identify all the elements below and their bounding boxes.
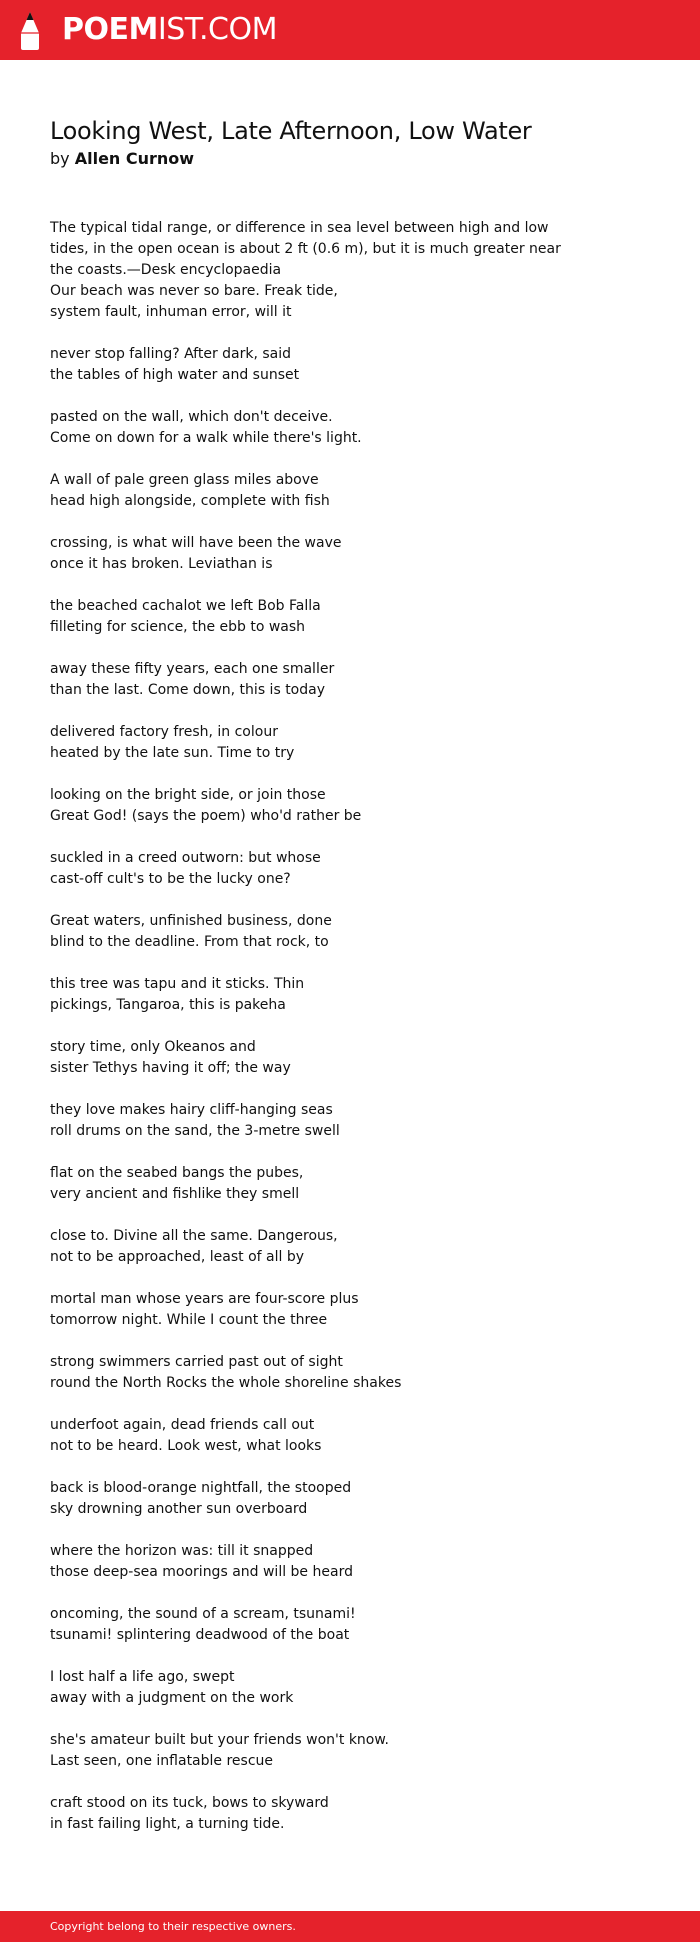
poem-stanza bbox=[50, 722, 650, 764]
poem-stanza bbox=[50, 1100, 650, 1142]
poem-line: delivered factory fresh, in colour bbox=[50, 724, 278, 740]
poem-line: away with a judgment on the work bbox=[50, 1690, 294, 1706]
poem-title: Looking West, Late Afternoon, Low Water bbox=[50, 117, 532, 145]
poem-stanza bbox=[50, 1037, 650, 1079]
poem-line: the coasts.—Desk encyclopaedia bbox=[50, 262, 282, 278]
poem-line: not to be heard. Look west, what looks bbox=[50, 1438, 322, 1454]
poem-heading bbox=[50, 114, 650, 170]
poem-line: Great God! (says the poem) who'd rather be bbox=[50, 808, 362, 824]
poem-line: the beached cachalot we left Bob Falla bbox=[50, 598, 321, 614]
poem-line: where the horizon was: till it snapped bbox=[50, 1543, 314, 1559]
poem-line: suckled in a creed outworn: but whose bbox=[50, 850, 321, 866]
poem-stanza bbox=[50, 407, 650, 449]
poem-stanza bbox=[50, 344, 650, 386]
poem-stanza bbox=[50, 1667, 650, 1709]
poem-line: back is blood-orange nightfall, the stooped bbox=[50, 1480, 352, 1496]
poem-line: head high alongside, complete with fish bbox=[50, 493, 330, 509]
poem-line: than the last. Come down, this is today bbox=[50, 682, 325, 698]
poem-line: Our beach was never so bare. Freak tide, bbox=[50, 283, 338, 299]
poem-stanza bbox=[50, 1793, 650, 1835]
poem-line: sky drowning another sun overboard bbox=[50, 1501, 308, 1517]
brand-bold: POEM bbox=[62, 12, 158, 47]
brand-light: IST.COM bbox=[157, 12, 277, 47]
site-header bbox=[0, 0, 700, 60]
poem-line: The typical tidal range, or difference in sea level between high and low bbox=[50, 220, 549, 236]
poem-stanza bbox=[50, 1604, 650, 1646]
poem-stanza bbox=[50, 785, 650, 827]
poem-line: those deep-sea moorings and will be heard bbox=[50, 1564, 353, 1580]
poem-line: Come on down for a walk while there's light. bbox=[50, 430, 362, 446]
poem-line: never stop falling? After dark, said bbox=[50, 346, 292, 362]
poem-line: Great waters, unfinished business, done bbox=[50, 913, 332, 929]
poem-stanza bbox=[50, 1478, 650, 1520]
poem-line: in fast failing light, a turning tide. bbox=[50, 1816, 285, 1832]
poem-line: heated by the late sun. Time to try bbox=[50, 745, 295, 761]
poem-line: she's amateur built but your friends won't know. bbox=[50, 1732, 389, 1748]
poem-line: I lost half a life ago, swept bbox=[50, 1669, 235, 1685]
poem-stanza bbox=[50, 218, 650, 323]
poem-line: the tables of high water and sunset bbox=[50, 367, 300, 383]
poem-line: roll drums on the sand, the 3-metre swell bbox=[50, 1123, 340, 1139]
poem-line: strong swimmers carried past out of sight bbox=[50, 1354, 343, 1370]
poem-line: filleting for science, the ebb to wash bbox=[50, 619, 306, 635]
poem-line: mortal man whose years are four-score plus bbox=[50, 1291, 359, 1307]
poem-line: round the North Rocks the whole shoreline shakes bbox=[50, 1375, 402, 1391]
poem-line: Last seen, one inflatable rescue bbox=[50, 1753, 274, 1769]
poem-stanza bbox=[50, 1163, 650, 1205]
site-logo[interactable] bbox=[62, 10, 277, 50]
poem-line: looking on the bright side, or join those bbox=[50, 787, 326, 803]
poem-line: blind to the deadline. From that rock, to bbox=[50, 934, 329, 950]
poem-line: crossing, is what will have been the wave bbox=[50, 535, 342, 551]
poem-author[interactable]: Allen Curnow bbox=[74, 149, 195, 168]
poem-stanza bbox=[50, 1415, 650, 1457]
poem-stanza bbox=[50, 1352, 650, 1394]
poem-line: cast-off cult's to be the lucky one? bbox=[50, 871, 291, 887]
poem-line: tsunami! splintering deadwood of the boat bbox=[50, 1627, 350, 1643]
poem-line: close to. Divine all the same. Dangerous, bbox=[50, 1228, 338, 1244]
poem-line: this tree was tapu and it sticks. Thin bbox=[50, 976, 305, 992]
poem-stanza bbox=[50, 1541, 650, 1583]
poem-line: sister Tethys having it off; the way bbox=[50, 1060, 291, 1076]
poem-line: craft stood on its tuck, bows to skyward bbox=[50, 1795, 329, 1811]
pencil-icon[interactable] bbox=[18, 11, 42, 51]
poem-line: very ancient and fishlike they smell bbox=[50, 1186, 300, 1202]
poem-stanza bbox=[50, 533, 650, 575]
poem-stanza bbox=[50, 1730, 650, 1772]
copyright-text: Copyright belong to their respective owners. bbox=[50, 1920, 296, 1933]
poem-line: tomorrow night. While I count the three bbox=[50, 1312, 328, 1328]
poem-line: pickings, Tangaroa, this is pakeha bbox=[50, 997, 286, 1013]
poem-line: flat on the seabed bangs the pubes, bbox=[50, 1165, 304, 1181]
poem-stanza bbox=[50, 911, 650, 953]
poem-line: tides, in the open ocean is about 2 ft (0.6 m), but it is much greater near bbox=[50, 241, 561, 257]
poem-stanza bbox=[50, 1289, 650, 1331]
poem-stanza bbox=[50, 1226, 650, 1268]
poem-stanza bbox=[50, 659, 650, 701]
poem-byline bbox=[50, 148, 650, 170]
poem-line: pasted on the wall, which don't deceive. bbox=[50, 409, 333, 425]
poem-stanza bbox=[50, 470, 650, 512]
poem-stanza bbox=[50, 848, 650, 890]
poem-line: oncoming, the sound of a scream, tsunami! bbox=[50, 1606, 356, 1622]
site-footer bbox=[0, 1911, 700, 1942]
poem-line: story time, only Okeanos and bbox=[50, 1039, 256, 1055]
poem-line: not to be approached, least of all by bbox=[50, 1249, 304, 1265]
poem-line: once it has broken. Leviathan is bbox=[50, 556, 273, 572]
poem-stanza bbox=[50, 974, 650, 1016]
poem-stanza bbox=[50, 596, 650, 638]
poem-body bbox=[50, 218, 650, 1856]
poem-line: A wall of pale green glass miles above bbox=[50, 472, 319, 488]
poem-line: they love makes hairy cliff-hanging seas bbox=[50, 1102, 333, 1118]
poem-line: away these fifty years, each one smaller bbox=[50, 661, 335, 677]
by-label: by bbox=[50, 149, 70, 168]
poem-line: underfoot again, dead friends call out bbox=[50, 1417, 315, 1433]
poem-line: system fault, inhuman error, will it bbox=[50, 304, 292, 320]
